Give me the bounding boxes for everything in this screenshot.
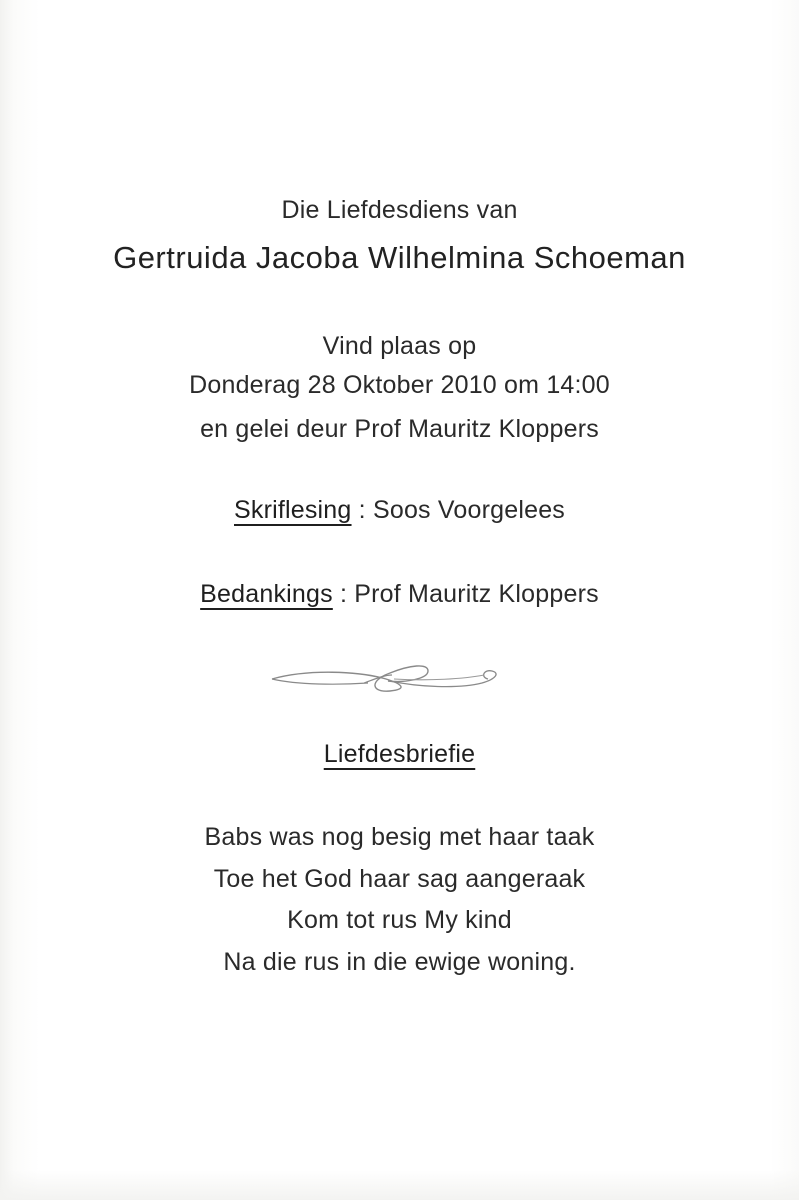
service-line-1: Vind plaas op bbox=[322, 332, 477, 360]
poem-line-3: Kom tot rus My kind bbox=[287, 906, 512, 934]
reading-value: : Soos Voorgelees bbox=[351, 496, 565, 524]
thanks-line bbox=[0, 580, 799, 609]
deceased-name: Gertruida Jacoba Wilhelmina Schoeman bbox=[113, 240, 686, 275]
thanks-label: Bedankings bbox=[200, 580, 333, 608]
thanks-value: : Prof Mauritz Kloppers bbox=[332, 580, 599, 608]
service-line-2: Donderag 28 Oktober 2010 om 14:00 bbox=[189, 371, 610, 399]
poem-line-1: Babs was nog besig met haar taak bbox=[204, 823, 595, 851]
flourish-divider-icon bbox=[268, 655, 508, 699]
poem-title-line bbox=[0, 740, 799, 769]
reading-label: Skriflesing bbox=[234, 496, 352, 524]
poem-line-2: Toe het God haar sag aangeraak bbox=[213, 865, 586, 893]
service-line-3: en gelei deur Prof Mauritz Kloppers bbox=[200, 415, 599, 443]
poem-line-4: Na die rus in die ewige woning. bbox=[223, 948, 576, 976]
poem-title: Liefdesbriefie bbox=[323, 740, 476, 768]
intro-line: Die Liefdesdiens van bbox=[281, 196, 518, 224]
reading-line bbox=[0, 496, 799, 525]
